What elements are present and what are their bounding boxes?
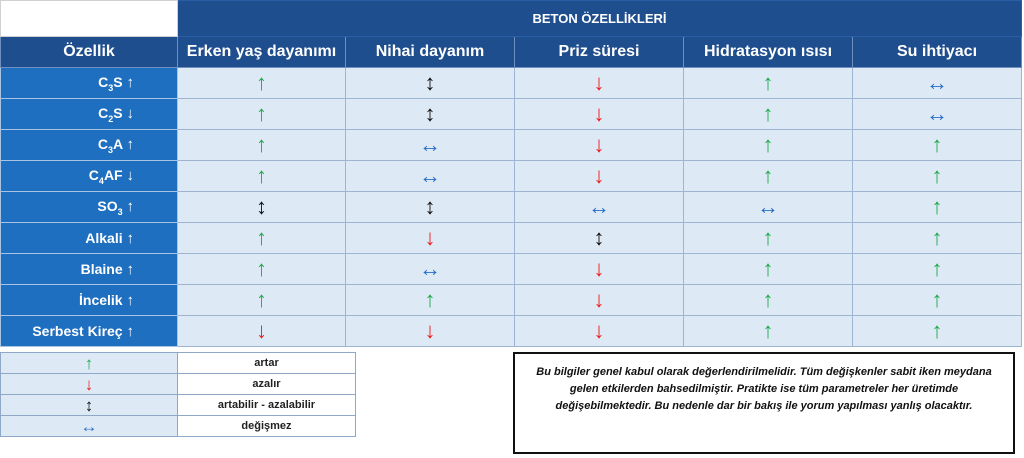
arrow-down-icon: ↓ (126, 104, 134, 122)
row-label-text: C (98, 73, 109, 90)
arrow-up-icon: ↑ (256, 255, 267, 281)
row-label (1, 223, 178, 254)
legend-symbol (1, 374, 178, 395)
table-row (1, 223, 1022, 254)
arrow-up-icon: ↑ (256, 224, 267, 250)
row-label-suffix: AF (103, 166, 123, 183)
table-cell (515, 254, 684, 285)
legend-symbol (1, 416, 178, 437)
table-cell (684, 68, 853, 99)
legend-row (1, 353, 356, 374)
arrow-left-right-icon: ↔ (588, 193, 610, 219)
arrow-up-icon: ↑ (256, 69, 267, 95)
table-cell (853, 99, 1022, 130)
arrow-down-icon: ↓ (424, 224, 436, 250)
header-row (1, 37, 1022, 68)
table-cell (346, 99, 515, 130)
table-row (1, 254, 1022, 285)
table-cell (515, 285, 684, 316)
arrow-down-icon: ↓ (126, 166, 134, 184)
row-label-text: Alkali (85, 229, 123, 246)
arrow-up-icon: ↑ (931, 193, 943, 219)
arrow-left-right-icon: ↔ (80, 416, 98, 436)
row-label (1, 99, 178, 130)
arrow-down-icon: ↓ (84, 374, 94, 394)
table-cell (178, 161, 346, 192)
arrow-up-icon: ↑ (256, 286, 267, 312)
arrow-up-down-icon: ↕ (84, 395, 94, 415)
arrow-up-icon: ↑ (762, 69, 774, 95)
table-cell (346, 161, 515, 192)
arrow-left-right-icon: ↔ (419, 255, 441, 281)
arrow-up-down-icon: ↕ (256, 193, 267, 219)
arrow-down-icon: ↓ (593, 162, 605, 188)
row-label (1, 161, 178, 192)
table-cell (178, 254, 346, 285)
row-label-subscript: 3 (108, 144, 114, 155)
arrow-up-icon: ↑ (931, 317, 943, 343)
arrow-up-icon: ↑ (762, 131, 774, 157)
legend-text: artabilir - azalabilir (178, 395, 356, 416)
table-cell (178, 99, 346, 130)
arrow-down-icon: ↓ (593, 255, 605, 281)
table-cell (853, 285, 1022, 316)
table-row (1, 285, 1022, 316)
row-label-text: SO (97, 197, 118, 214)
table-cell (684, 130, 853, 161)
arrow-up-icon: ↑ (126, 73, 134, 91)
arrow-up-icon: ↑ (126, 322, 134, 340)
row-label-subscript: 4 (98, 175, 104, 186)
arrow-down-icon: ↓ (256, 317, 267, 343)
table-cell (684, 316, 853, 347)
table-cell (178, 223, 346, 254)
table-cell (853, 223, 1022, 254)
row-label (1, 68, 178, 99)
arrow-up-icon: ↑ (126, 229, 134, 247)
legend-row (1, 416, 356, 437)
arrow-up-icon: ↑ (762, 162, 774, 188)
arrow-left-right-icon: ↔ (419, 131, 441, 157)
arrow-up-down-icon: ↕ (593, 224, 605, 250)
row-label (1, 316, 178, 347)
table-cell (515, 130, 684, 161)
arrow-up-icon: ↑ (256, 131, 267, 157)
table-cell (515, 192, 684, 223)
row-label (1, 254, 178, 285)
arrow-down-icon: ↓ (424, 317, 436, 343)
title-row (1, 1, 1022, 37)
table-cell (515, 68, 684, 99)
arrow-down-icon: ↓ (593, 131, 605, 157)
arrow-up-icon: ↑ (84, 353, 94, 373)
table-cell (684, 254, 853, 285)
table-cell (853, 316, 1022, 347)
arrow-down-icon: ↓ (593, 100, 605, 126)
row-label-subscript: 3 (117, 206, 123, 217)
note-box: Bu bilgiler genel kabul olarak değerlendirilmelidir. Tüm değişkenler sabit iken meydana gelen etkilerden bahsedilmiştir. Pratikte ise tüm parametreler her üretimde değişebilmektedir. Bu nedenle dar bir bakış ile yorum yapılması yanlış olacaktır. (513, 352, 1015, 454)
legend-table (0, 352, 356, 437)
row-label-text: C (97, 135, 108, 152)
arrow-up-icon: ↑ (126, 291, 134, 309)
table-row (1, 316, 1022, 347)
arrow-up-icon: ↑ (762, 224, 774, 250)
arrow-up-icon: ↑ (762, 100, 774, 126)
table-cell (515, 161, 684, 192)
table-cell (178, 316, 346, 347)
arrow-up-icon: ↑ (931, 255, 943, 281)
table-cell (178, 285, 346, 316)
arrow-up-icon: ↑ (126, 260, 134, 278)
arrow-up-down-icon: ↕ (424, 69, 436, 95)
table-title: BETON ÖZELLİKLERİ (178, 1, 1022, 37)
table-cell (853, 68, 1022, 99)
arrow-up-icon: ↑ (762, 317, 774, 343)
table-cell (346, 316, 515, 347)
row-label-subscript: 2 (108, 113, 114, 124)
table-cell (346, 254, 515, 285)
table-cell (346, 130, 515, 161)
legend-row (1, 395, 356, 416)
header-col-1: Nihai dayanım (346, 37, 515, 68)
corner-blank (1, 1, 178, 37)
arrow-up-icon: ↑ (931, 286, 943, 312)
arrow-up-icon: ↑ (931, 162, 943, 188)
header-col-2: Priz süresi (515, 37, 684, 68)
arrow-left-right-icon: ↔ (419, 162, 441, 188)
header-col-4: Su ihtiyacı (853, 37, 1022, 68)
row-label-suffix: S (113, 73, 123, 90)
table-row (1, 68, 1022, 99)
arrow-up-icon: ↑ (931, 224, 943, 250)
arrow-up-icon: ↑ (126, 197, 134, 215)
row-label (1, 192, 178, 223)
header-col-3: Hidratasyon ısısı (684, 37, 853, 68)
arrow-left-right-icon: ↔ (926, 69, 948, 95)
row-label-text: Blaine (80, 260, 123, 277)
table-cell (515, 223, 684, 254)
table-cell (684, 192, 853, 223)
arrow-left-right-icon: ↔ (757, 193, 779, 219)
row-label-text: C (98, 104, 109, 121)
arrow-up-icon: ↑ (762, 255, 774, 281)
arrow-up-icon: ↑ (256, 100, 267, 126)
table-cell (346, 223, 515, 254)
legend-text: artar (178, 353, 356, 374)
arrow-up-icon: ↑ (126, 135, 134, 153)
table-row (1, 192, 1022, 223)
row-label (1, 130, 178, 161)
table-cell (853, 254, 1022, 285)
table-cell (515, 99, 684, 130)
row-label-text: C (88, 166, 99, 183)
header-col-0: Erken yaş dayanımı (178, 37, 346, 68)
table-cell (178, 68, 346, 99)
row-label-suffix: A (113, 135, 123, 152)
table-cell (684, 99, 853, 130)
table-cell (853, 130, 1022, 161)
legend-symbol (1, 353, 178, 374)
table-cell (178, 130, 346, 161)
arrow-up-icon: ↑ (762, 286, 774, 312)
row-label-suffix: S (113, 104, 123, 121)
arrow-up-down-icon: ↕ (424, 100, 436, 126)
legend-row (1, 374, 356, 395)
header-ozellik: Özellik (1, 37, 178, 68)
arrow-up-icon: ↑ (931, 131, 943, 157)
legend-symbol (1, 395, 178, 416)
table-row (1, 99, 1022, 130)
arrow-down-icon: ↓ (593, 317, 605, 343)
table-cell (178, 192, 346, 223)
arrow-down-icon: ↓ (593, 69, 605, 95)
arrow-left-right-icon: ↔ (926, 100, 948, 126)
legend-text: değişmez (178, 416, 356, 437)
table-row (1, 161, 1022, 192)
table-cell (684, 161, 853, 192)
table-cell (346, 285, 515, 316)
table-body (1, 68, 1022, 347)
row-label-text: İncelik (79, 291, 123, 308)
table-cell (684, 285, 853, 316)
row-label (1, 285, 178, 316)
legend-text: azalır (178, 374, 356, 395)
arrow-up-down-icon: ↕ (424, 193, 436, 219)
table-cell (853, 192, 1022, 223)
table-row (1, 130, 1022, 161)
table-cell (346, 68, 515, 99)
arrow-up-icon: ↑ (424, 286, 436, 312)
row-label-text: Serbest Kireç (32, 322, 123, 339)
arrow-down-icon: ↓ (593, 286, 605, 312)
table-cell (346, 192, 515, 223)
table-cell (515, 316, 684, 347)
table-cell (684, 223, 853, 254)
table-cell (853, 161, 1022, 192)
row-label-subscript: 3 (108, 82, 114, 93)
arrow-up-icon: ↑ (256, 162, 267, 188)
